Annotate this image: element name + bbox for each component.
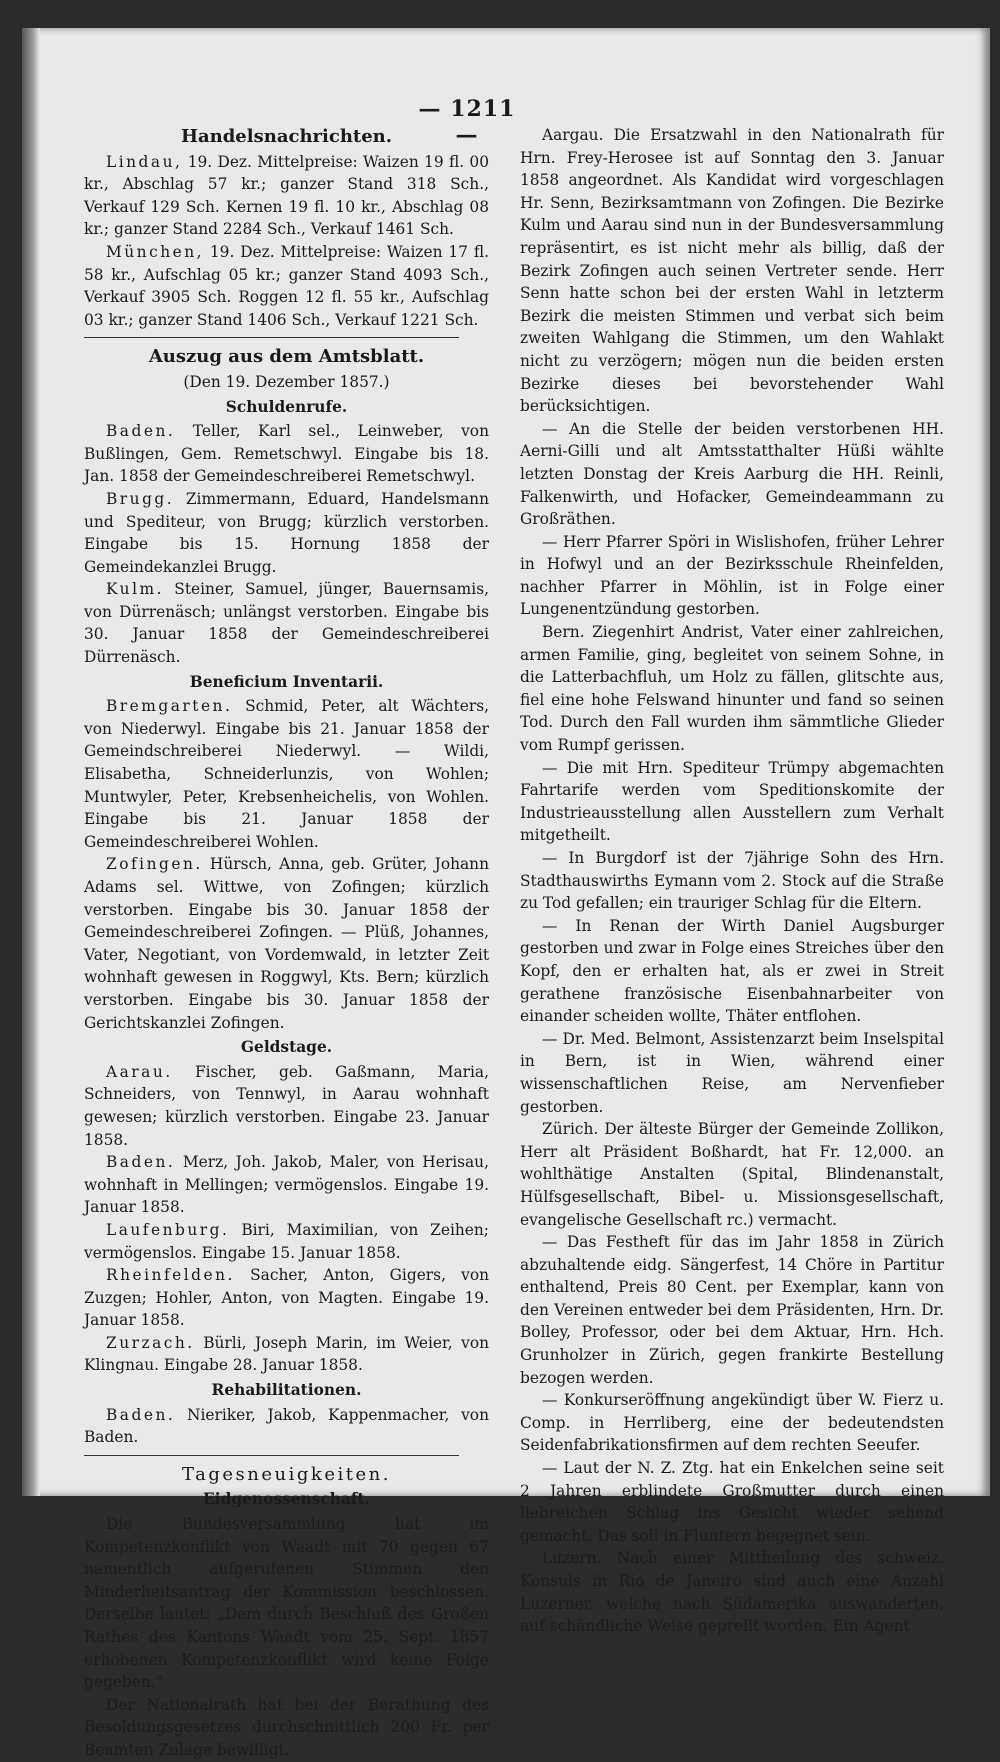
notice-text: Teller, Karl sel., Leinweber, von Bußlingen, Gem. Remetschwyl. Eingabe bis 18. Jan. 1858 der Gemeindeschreiberei Remetschwyl. [84, 422, 489, 486]
notice-entry [84, 1404, 489, 1449]
notice-entry [84, 853, 489, 1034]
notice-entry [84, 1264, 489, 1332]
notice-text: Schmid, Peter, alt Wächters, von Niederwyl. Eingabe bis 21. Januar 1858 der Gemeindschreiberei Niederwyl. — Wildi, Elisabetha, Schneiderlunzis, von Wohlen; Muntwyler, Peter, Krebsenheichelis, von Wohlen. Eingabe bis 21. Januar 1858 der Gemeindeschreiberei Wohlen. [84, 697, 489, 851]
notice-place: Brugg. [106, 489, 175, 508]
news-paragraph: — Dr. Med. Belmont, Assistenzarzt beim Inselspital in Bern, ist in Wien, während einer wissenschaftlichen Reise, am Nervenfieber gestorben. [520, 1029, 944, 1116]
news-paragraph: Bern. Ziegenhirt Andrist, Vater einer zahlreichen, armen Familie, ging, begleitet von seinem Sohne, in die Latterbachfluh, um Holz zu fällen, glitschte aus, fiel eine hohe Felswand hinunter und fand so seinen Tod. Durch den Fall wurden ihm sämmtliche Glieder vom Rumpf gerissen. [520, 623, 944, 755]
left-column [84, 124, 489, 1762]
news-paragraph: — Herr Pfarrer Spöri in Wislishofen, früher Lehrer in Hofwyl und an der Bezirksschule Rheinfelden, nachher Pfarrer in Möhlin, ist in Folge einer Lungenentzündung gestorben. [520, 532, 944, 619]
notice-place: Laufenburg. [106, 1220, 230, 1239]
muenchen-text: 19. Dez. Mittelpreise: Waizen 17 fl. 58 kr., Aufschlag 05 kr.; ganzer Stand 4093 Sch., Verkauf 3905 Sch. Roggen 12 fl. 55 kr., Aufschlag 03 kr.; ganzer Stand 1406 Sch., Verkauf 1221 Sch. [84, 242, 489, 329]
tagesneuigkeiten-heading: Tagesneuigkeiten. [182, 1463, 391, 1485]
notice-text: Zimmermann, Eduard, Handelsmann und Spediteur, von Brugg; kürzlich verstorben. Eingabe bis 15. Hornung 1858 der Gemeindekanzlei Brugg. [84, 489, 489, 576]
notice-entry [84, 420, 489, 488]
amtsblatt-heading: Auszug aus dem Amtsblatt. [148, 346, 425, 368]
page-binding-edge [22, 28, 40, 1496]
notice-place: Bremgarten. [106, 697, 233, 716]
notice-place: Baden. [106, 1405, 176, 1424]
notice-entry [84, 695, 489, 853]
schuldenrufe-heading: Schuldenrufe. [225, 397, 348, 416]
news-paragraph: — Konkurseröffnung angekündigt über W. Fierz u. Comp. in Herrliberg, eine der bedeutendsten Seidenfabrikationsfirmen auf dem rechten Seeufer. [520, 1391, 944, 1455]
news-paragraph: Zürich. Der älteste Bürger der Gemeinde Zollikon, Herr alt Präsident Boßhardt, hat Fr. 12,000. an wohlthätige Anstalten (Spital, Blindenanstalt, Hülfsgesellschaft, Bibel- u. Missionsgesellschaft, evangelische Gesellschaft rc.) vermacht. [520, 1120, 944, 1229]
notice-text: Nieriker, Jakob, Kappenmacher, von Baden. [84, 1405, 489, 1447]
notice-place: Baden. [106, 1153, 176, 1172]
notice-text: Steiner, Samuel, jünger, Bauernsamis, von Dürrenäsch; unlängst verstorben. Eingabe bis 30. Januar 1858 der Gemeindeschreiberei Dürrenäsch. [84, 580, 489, 667]
lindau-city: Lindau, [106, 152, 183, 171]
notice-place: Zofingen. [106, 855, 203, 874]
eidgenossenschaft-heading: Eidgenossenschaft. [203, 1490, 370, 1509]
muenchen-entry [84, 241, 489, 331]
notice-place: Baden. [106, 422, 176, 441]
news-paragraph: Aargau. Die Ersatzwahl in den Nationalrath für Hrn. Frey-Herosee ist auf Sonntag den 3. Januar 1858 angeordnet. Als Kandidat wird vorgeschlagen Hr. Senn, Bezirksamtmann von Zofingen. Die Bezirke Kulm und Aarau sind nun in der Bundesversammlung repräsentirt, es ist nicht mehr als billig, daß der Bezirk Zofingen auch seinen Vertreter sende. Herr Senn hatte schon bei der ersten Wahl in letzterm Bezirk die meisten Stimmen und verbat sich beim zweiten Wahlgang die Stimmen, um den Wahlakt nicht zu verzögern; mögen nun die beiden ersten Bezirke dieses bei bevorstehender Wahl berücksichtigen. [520, 126, 944, 416]
notice-entry [84, 1219, 489, 1264]
news-paragraph: — Die mit Hrn. Spediteur Trümpy abgemachten Fahrtarife werden vom Speditionskomite der Industrieausstellung allen Ausstellern zum Verhalt mitgetheilt. [520, 758, 944, 845]
news-paragraph: — In Burgdorf ist der 7jährige Sohn des Hrn. Stadthauswirths Eymann vom 2. Stock auf die Straße zu Tod gefallen; ein trauriger Schlag für die Eltern. [520, 849, 944, 913]
notice-entry [84, 488, 489, 578]
notice-text: Sacher, Anton, Gigers, von Zuzgen; Hohler, Anton, von Magten. Eingabe 19. Januar 1858. [84, 1266, 489, 1330]
notice-place: Kulm. [106, 580, 164, 599]
beneficium-heading: Beneficium Inventarii. [189, 672, 384, 691]
notice-entry [84, 578, 489, 668]
eidg-paragraph: Die Bundesversammlung hat im Kompetenzkonflikt von Waadt mit 70 gegen 67 namentlich aufgerufenen Stimmen den Minderheitsantrag der Kommission beschlossen. Derselbe lautet: „Dem durch Beschluß des Großen Rathes des Kantons Waadt vom 25. Sept. 1857 erhobenen Kompetenzkonflikt wird keine Folge gegeben.“ [84, 1515, 489, 1692]
news-paragraph: — In Renan der Wirth Daniel Augsburger gestorben und zwar in Folge eines Streiches über den Kopf, den er erhalten hat, als er zwei in Streit gerathene französische Eisenbahnarbeiter von einander scheiden wollte, Thäter entflohen. [520, 916, 944, 1026]
notice-entry [84, 1332, 489, 1377]
lindau-entry [84, 151, 489, 241]
notice-text: Merz, Joh. Jakob, Maler, von Herisau, wohnhaft in Mellingen; vermögenslos. Eingabe 19. Januar 1858. [84, 1153, 489, 1217]
section-rule [84, 337, 459, 338]
notice-entry [84, 1061, 489, 1151]
news-paragraph: — An die Stelle der beiden verstorbenen HH. Aerni-Gilli und alt Amtsstatthalter Hüßi wählte letzten Donstag der Kreis Aarburg die HH. Reinli, Falkenwirth, und Hofacker, Gemeindeammann zu Großräthen. [520, 419, 944, 529]
notice-text: Bürli, Joseph Marin, im Weier, von Klingnau. Eingabe 28. Januar 1858. [84, 1333, 489, 1375]
news-paragraph: — Laut der N. Z. Ztg. hat ein Enkelchen seine seit 2 Jahren erblindete Großmutter durch einen liebreichen Schlag ins Gesicht wieder sehend gemacht. Das soll in Fluntern begegnet sein. [520, 1459, 944, 1545]
lindau-text: 19. Dez. Mittelpreise: Waizen 19 fl. 00 kr., Abschlag 57 kr.; ganzer Stand 318 Sch., Verkauf 129 Sch. Kernen 19 fl. 10 kr., Abschlag 08 kr.; ganzer Stand 2284 Sch., Verkauf 1461 Sch. [84, 152, 489, 239]
handels-heading: Handelsnachrichten. [180, 126, 393, 147]
notice-entry [84, 1151, 489, 1219]
notice-text: Fischer, geb. Gaßmann, Maria, Schneiders, von Tennwyl, in Aarau wohnhaft gewesen; kürzlich verstorben. Eingabe 23. Januar 1858. [84, 1062, 489, 1149]
amtsblatt-date: (Den 19. Dezember 1857.) [183, 372, 390, 391]
notice-text: Hürsch, Anna, geb. Grüter, Johann Adams sel. Wittwe, von Zofingen; kürzlich verstorben. Eingabe bis 30. Januar 1858 der Gemeindeschreiberei Zofingen. — Plüß, Johannes, Vater, Negotiant, von Vordemwald, in letzter Zeit wohnhaft gewesen in Roggwyl, Kts. Bern; kürzlich verstorben. Eingabe bis 30. Januar 1858 der Gerichtskanzlei Zofingen. [84, 855, 489, 1032]
geldstage-heading: Geldstage. [240, 1038, 333, 1057]
news-paragraph: Luzern. Nach einer Mittheilung des schweiz. Konsuls in Rio de Janeiro sind auch eine Anzahl Luzerner, welche nach Südamerika auswanderten, auf schändliche Weise geprellt worden. Ein Agent [520, 1549, 944, 1636]
rehab-heading: Rehabilitationen. [211, 1381, 362, 1400]
newspaper-page [22, 28, 990, 1759]
muenchen-city: München, [106, 242, 205, 261]
notice-place: Rheinfelden. [106, 1266, 235, 1285]
eidg-paragraph: Der Nationalrath hat bei der Berathung des Besoldungsgesetzes durchschnittlich 200 Fr. per Beamten Zulage bewilligt. [84, 1695, 489, 1759]
news-paragraph: — Das Festheft für das im Jahr 1858 in Zürich abzuhaltende eidg. Sängerfest, 14 Chöre in Partitur enthaltend, Preis 80 Cent. per Exemplar, kann von den Vereinen entweder bei dem Präsidenten, Hrn. Dr. Bolley, Professor, oder bei dem Aktuar, Hrn. Hch. Grunholzer in Zürich, gegen frankirte Bestellung bezogen werden. [520, 1233, 944, 1387]
notice-text: Biri, Maximilian, von Zeihen; vermögenslos. Eingabe 15. Januar 1858. [84, 1220, 489, 1262]
notice-place: Zurzach. [106, 1333, 195, 1352]
page-number: — 1211 — [418, 96, 516, 148]
section-rule [84, 1455, 459, 1456]
right-column [520, 124, 944, 1638]
notice-place: Aarau. [106, 1062, 173, 1081]
